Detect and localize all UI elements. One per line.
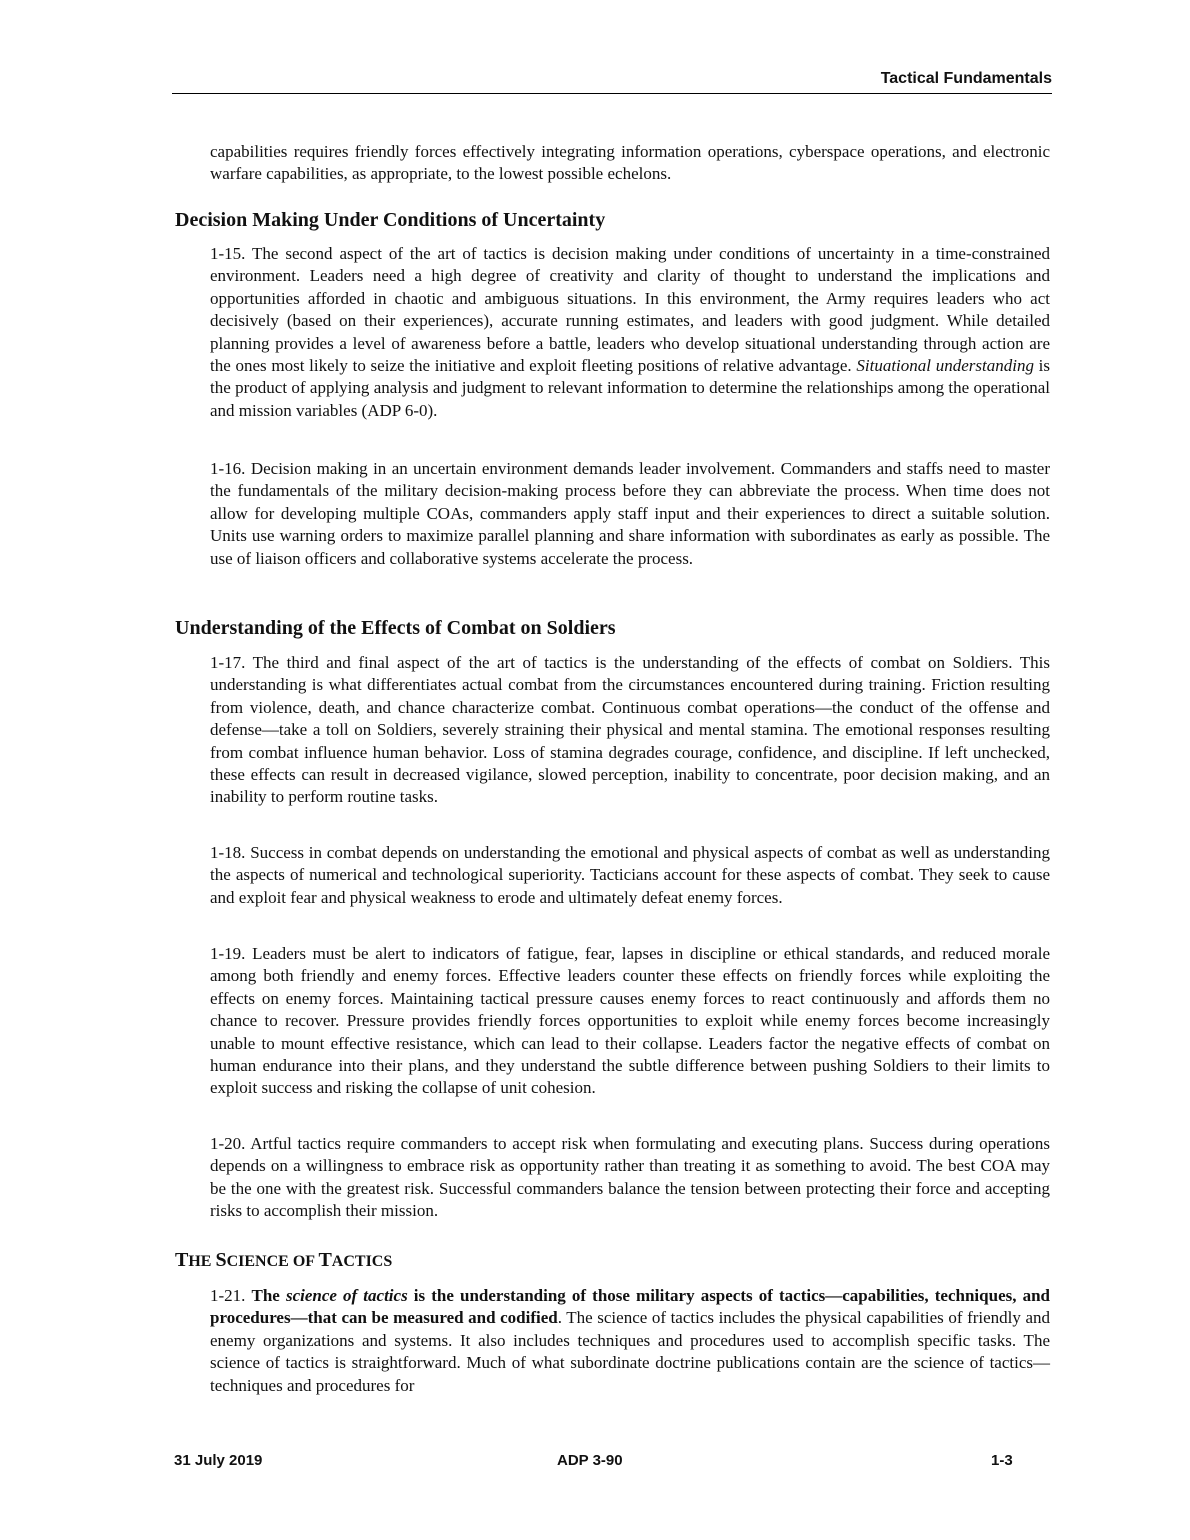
header-rule (172, 93, 1052, 94)
footer-page-number: 1-3 (991, 1452, 1013, 1469)
definition-lead: The (251, 1286, 286, 1305)
paragraph-1-19: 1-19. Leaders must be alert to indicators of fatigue, fear, lapses in discipline or ethical standards, and reduced morale among both friendly and enemy forces. Effective leaders counter these effects on friendly forces while exploiting the effects on enemy forces. Maintaining tactical pressure causes enemy forces to react continuously and affords them no chance to recover. Pressure provides friendly forces opportunities to exploit while enemy forces become increasingly unable to mount effective resistance, which can lead to their collapse. Leaders factor the negative effects of combat on human endurance into their plans, and they understand the subtle difference between pushing Soldiers to their limits to exploit success and risking the collapse of unit cohesion. (210, 944, 1050, 1098)
term-science-of-tactics: science of tactics (285, 1286, 408, 1305)
paragraph-1-16: 1-16. Decision making in an uncertain environment demands leader involvement. Commanders and staffs need to master the fundamentals of the military decision-making process before they can abbreviate the process. When time does not allow for developing multiple COAs, commanders apply staff input and their experiences to direct a suitable solution. Units use warning orders to maximize parallel planning and share information with subordinates as early as possible. The use of liaison officers and collaborative systems accelerate the process. (210, 459, 1050, 568)
paragraph-1-15 (210, 243, 1050, 422)
paragraph-1-15-text-b: is the product of applying analysis and judgment to relevant information to determine the relationships among the operational and mission variables (ADP 6-0). (210, 356, 1051, 420)
footer-date: 31 July 2019 (174, 1452, 263, 1469)
paragraph-1-18: 1-18. Success in combat depends on understanding the emotional and physical aspects of combat as well as understanding the aspects of numerical and technological superiority. Tacticians account for these aspects of combat. They seek to cause and exploit fear and physical weakness to erode and ultimately defeat enemy forces. (210, 843, 1050, 907)
heading-science-t1: T (175, 1249, 189, 1271)
heading-science-t2: HE (188, 1253, 216, 1270)
term-situational-understanding: Situational understanding (856, 356, 1034, 376)
paragraph-1-21 (210, 1285, 1050, 1397)
heading-decision-making: Decision Making Under Conditions of Uncertainty (175, 209, 606, 231)
heading-science-s2: CIENCE OF (226, 1253, 319, 1270)
heading-science-s1: S (215, 1249, 227, 1271)
heading-science-a1: T (318, 1249, 332, 1271)
paragraph-1-21-number: 1-21. (210, 1286, 252, 1305)
heading-science-of-tactics (175, 1249, 392, 1272)
definition-body: is the understanding of those military aspects of tactics—capabilities, techniques, and procedures—that can be measured and codified (210, 1286, 1050, 1328)
heading-effects-of-combat: Understanding of the Effects of Combat on Soldiers (175, 617, 616, 639)
paragraph-1-20: 1-20. Artful tactics require commanders to accept risk when formulating and executing plans. Success during operations depends on a willingness to embrace risk as opportunity rather than treating it as something to avoid. The best COA may be the one with the greatest risk. Successful commanders balance the tension between protecting their force and accepting risks to accomplish their mission. (210, 1134, 1050, 1221)
footer-publication: ADP 3-90 (557, 1452, 623, 1469)
heading-science-a2: ACTICS (331, 1253, 393, 1270)
paragraph-1-15-text-a: 1-15. The second aspect of the art of tactics is decision making under conditions of uncertainty in a time-constrained environment. Leaders need a high degree of creativity and clarity of thought to understand the implications and opportunities afforded in chaotic and ambiguous situations. In this environment, the Army requires leaders who act decisively (based on their experiences), accurate running estimates, and leaders with good judgment. While detailed planning provides a level of awareness before a battle, leaders who develop situational understanding through action are the ones most likely to seize the initiative and exploit fleeting positions of relative advantage. (210, 244, 1050, 376)
paragraph-intro: capabilities requires friendly forces effectively integrating information operations, cyberspace operations, and electronic warfare capabilities, as appropriate, to the lowest possible echelons. (210, 142, 1050, 184)
running-head: Tactical Fundamentals (880, 70, 1052, 87)
paragraph-1-17: 1-17. The third and final aspect of the art of tactics is the understanding of the effects of combat on Soldiers. This understanding is what differentiates actual combat from the circumstances encountered during training. Friction resulting from violence, death, and chance characterize combat. Continuous combat operations—the conduct of the offense and defense—take a toll on Soldiers, severely straining their physical and mental stamina. The emotional responses resulting from combat influence human behavior. Loss of stamina degrades courage, confidence, and discipline. If left unchecked, these effects can result in decreased vigilance, slowed perception, inability to concentrate, poor decision making, and an inability to perform routine tasks. (210, 653, 1050, 807)
paragraph-1-21-text: . The science of tactics includes the physical capabilities of friendly and enemy organizations and systems. It also includes techniques and procedures used to accomplish specific tasks. The science of tactics is straightforward. Much of what subordinate doctrine publications contain are the science of tactics—techniques and procedures for (210, 1308, 1050, 1395)
